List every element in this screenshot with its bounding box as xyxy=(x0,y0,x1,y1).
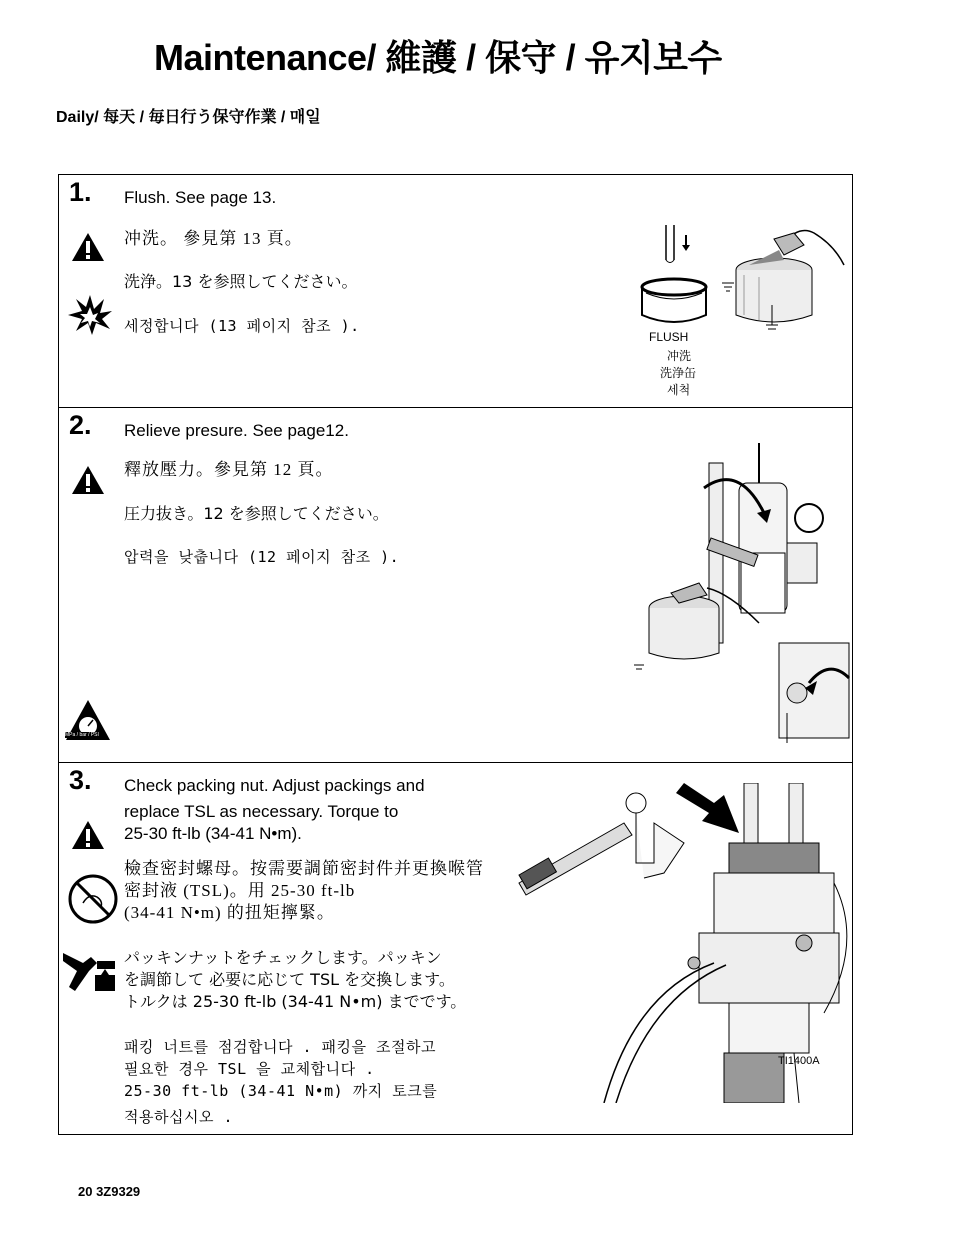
step-text-ja-line-3: トルクは 25-30 ft-lb (34-41 N•m) までです。 xyxy=(124,992,467,1011)
step-text-zh-line-1: 檢查密封螺母。按需要調節密封件并更換喉管 xyxy=(124,859,484,878)
step-text-zh-line-3: (34-41 N•m) 的扭矩擰緊。 xyxy=(124,903,335,922)
step-text-zh: 釋放壓力。參見第 12 頁。 xyxy=(124,460,334,479)
figure-id: TI1400A xyxy=(778,1055,820,1067)
page-title: Maintenance/ 維護 / 保守 / 유지보수 xyxy=(154,37,722,78)
warning-icon xyxy=(70,819,106,851)
step-text-ja: 洗浄。13 を参照してください。 xyxy=(124,272,358,291)
step-text-ja-line-1: パッキンナットをチェックします。パッキン xyxy=(124,948,442,967)
explosion-hazard-icon xyxy=(68,293,112,335)
step-text-ko-line-1: 패킹 너트를 점검합니다 . 패킹을 조절하고 xyxy=(124,1038,437,1056)
gauge-label: MPa / bar / PSI xyxy=(65,732,99,738)
step-text-ja: 圧力抜き。12 を参照してください。 xyxy=(124,504,389,523)
flush-label-ko: 세척 xyxy=(667,383,691,397)
step-text-zh-line-2: 密封液 (TSL)。用 25-30 ft-lb xyxy=(124,881,356,900)
flush-illustration xyxy=(634,215,849,340)
step-text-ko: 압력을 낮춥니다 (12 페이지 참조 ). xyxy=(124,548,400,566)
step-text-ja-line-2: を調節して 必要に応じて TSL を交換します。 xyxy=(124,970,455,989)
step-text-en: Relieve presure. See page12. xyxy=(124,421,349,440)
section-subtitle: Daily/ 每天 / 毎日行う保守作業 / 매일 xyxy=(56,109,321,126)
step-3 xyxy=(59,763,852,1134)
no-hands-icon xyxy=(67,873,119,925)
step-1 xyxy=(59,175,852,408)
step-text-ko-line-4: 적용하십시오 . xyxy=(124,1108,234,1126)
step-text-ko: 세정합니다 (13 페이지 참조 ). xyxy=(124,317,360,335)
step-number: 1. xyxy=(69,177,92,207)
maintenance-table xyxy=(58,174,853,1135)
pinch-point-icon xyxy=(61,947,117,995)
step-number: 3. xyxy=(69,765,92,795)
step-text-en-line-1: Check packing nut. Adjust packings and xyxy=(124,776,425,795)
warning-icon xyxy=(70,231,106,263)
step-text-en-line-3: 25-30 ft-lb (34-41 N•m). xyxy=(124,824,302,843)
relieve-pressure-illustration xyxy=(629,443,854,743)
flush-label-ja: 洗浄缶 xyxy=(660,366,697,380)
step-text-ko-line-3: 25-30 ft-lb (34-41 N•m) 까지 토크를 xyxy=(124,1082,438,1100)
step-text-en: Flush. See page 13. xyxy=(124,188,277,207)
step-text-en-line-2: replace TSL as necessary. Torque to xyxy=(124,802,399,821)
step-text-zh: 冲洗。 參見第 13 頁。 xyxy=(124,229,303,248)
page-footer: 20 3Z9329 xyxy=(78,1184,141,1199)
warning-icon xyxy=(70,464,106,496)
flush-label-zh: 冲洗 xyxy=(667,349,692,363)
step-text-ko-line-2: 필요한 경우 TSL 을 교체합니다 . xyxy=(124,1060,375,1078)
flush-label-en: FLUSH xyxy=(649,330,689,344)
step-2 xyxy=(59,408,852,763)
step-number: 2. xyxy=(69,410,92,440)
